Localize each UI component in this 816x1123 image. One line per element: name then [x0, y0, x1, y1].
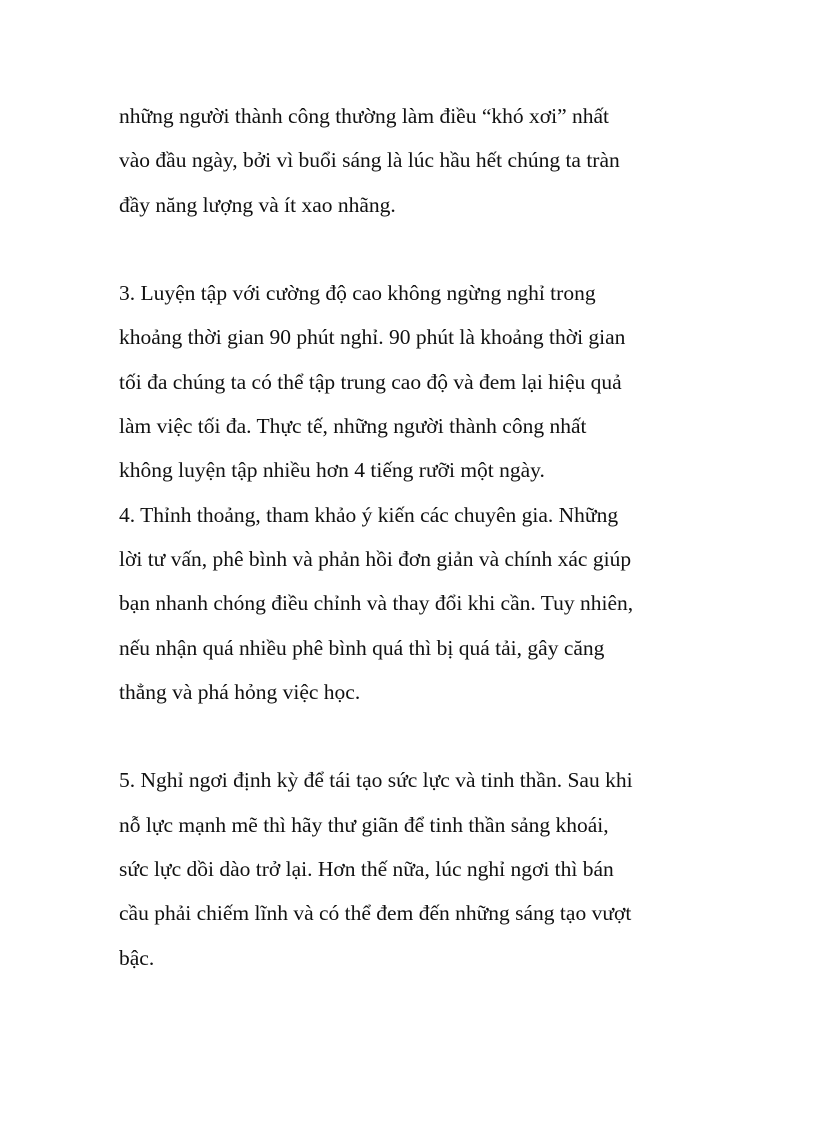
paragraph-spacer — [119, 227, 719, 271]
text-line: những người thành công thường làm điều “khó xơi” nhất — [119, 104, 610, 128]
text-line: đầy năng lượng và ít xao nhãng. — [119, 192, 396, 217]
text-line: 4. Thỉnh thoảng, tham khảo ý kiến các chuyên gia. Những — [119, 502, 619, 527]
text-line: vào đầu ngày, bởi vì buổi sáng là lúc hầu hết chúng ta tràn — [119, 148, 620, 173]
paragraph-2 — [119, 271, 719, 492]
text-line: lời tư vấn, phê bình và phản hồi đơn giản và chính xác giúp — [119, 546, 632, 571]
text-line: 3. Luyện tập với cường độ cao không ngừng nghỉ trong — [119, 281, 596, 306]
paragraph-3 — [119, 493, 719, 714]
paragraph-1 — [119, 94, 719, 227]
document-page — [119, 94, 719, 980]
text-line: làm việc tối đa. Thực tế, những người thành công nhất — [119, 414, 587, 439]
text-line: bậc. — [119, 945, 155, 970]
paragraph-4 — [119, 758, 719, 979]
text-line: bạn nhanh chóng điều chỉnh và thay đổi khi cần. Tuy nhiên, — [119, 591, 634, 616]
text-line: 5. Nghỉ ngơi định kỳ để tái tạo sức lực và tinh thần. Sau khi — [119, 768, 633, 793]
paragraph-spacer — [119, 714, 719, 758]
text-line: nếu nhận quá nhiều phê bình quá thì bị quá tải, gây căng — [119, 635, 605, 660]
text-line: sức lực dồi dào trở lại. Hơn thế nữa, lúc nghỉ ngơi thì bán — [119, 857, 614, 882]
text-line: cầu phải chiếm lĩnh và có thể đem đến những sáng tạo vượt — [119, 901, 632, 926]
text-line: khoảng thời gian 90 phút nghỉ. 90 phút là khoảng thời gian — [119, 325, 626, 350]
text-line: tối đa chúng ta có thể tập trung cao độ và đem lại hiệu quả — [119, 369, 622, 394]
text-line: không luyện tập nhiều hơn 4 tiếng rưỡi một ngày. — [119, 458, 545, 483]
text-line: thẳng và phá hỏng việc học. — [119, 679, 361, 704]
text-line: nỗ lực mạnh mẽ thì hãy thư giãn để tinh thần sảng khoái, — [119, 812, 609, 837]
